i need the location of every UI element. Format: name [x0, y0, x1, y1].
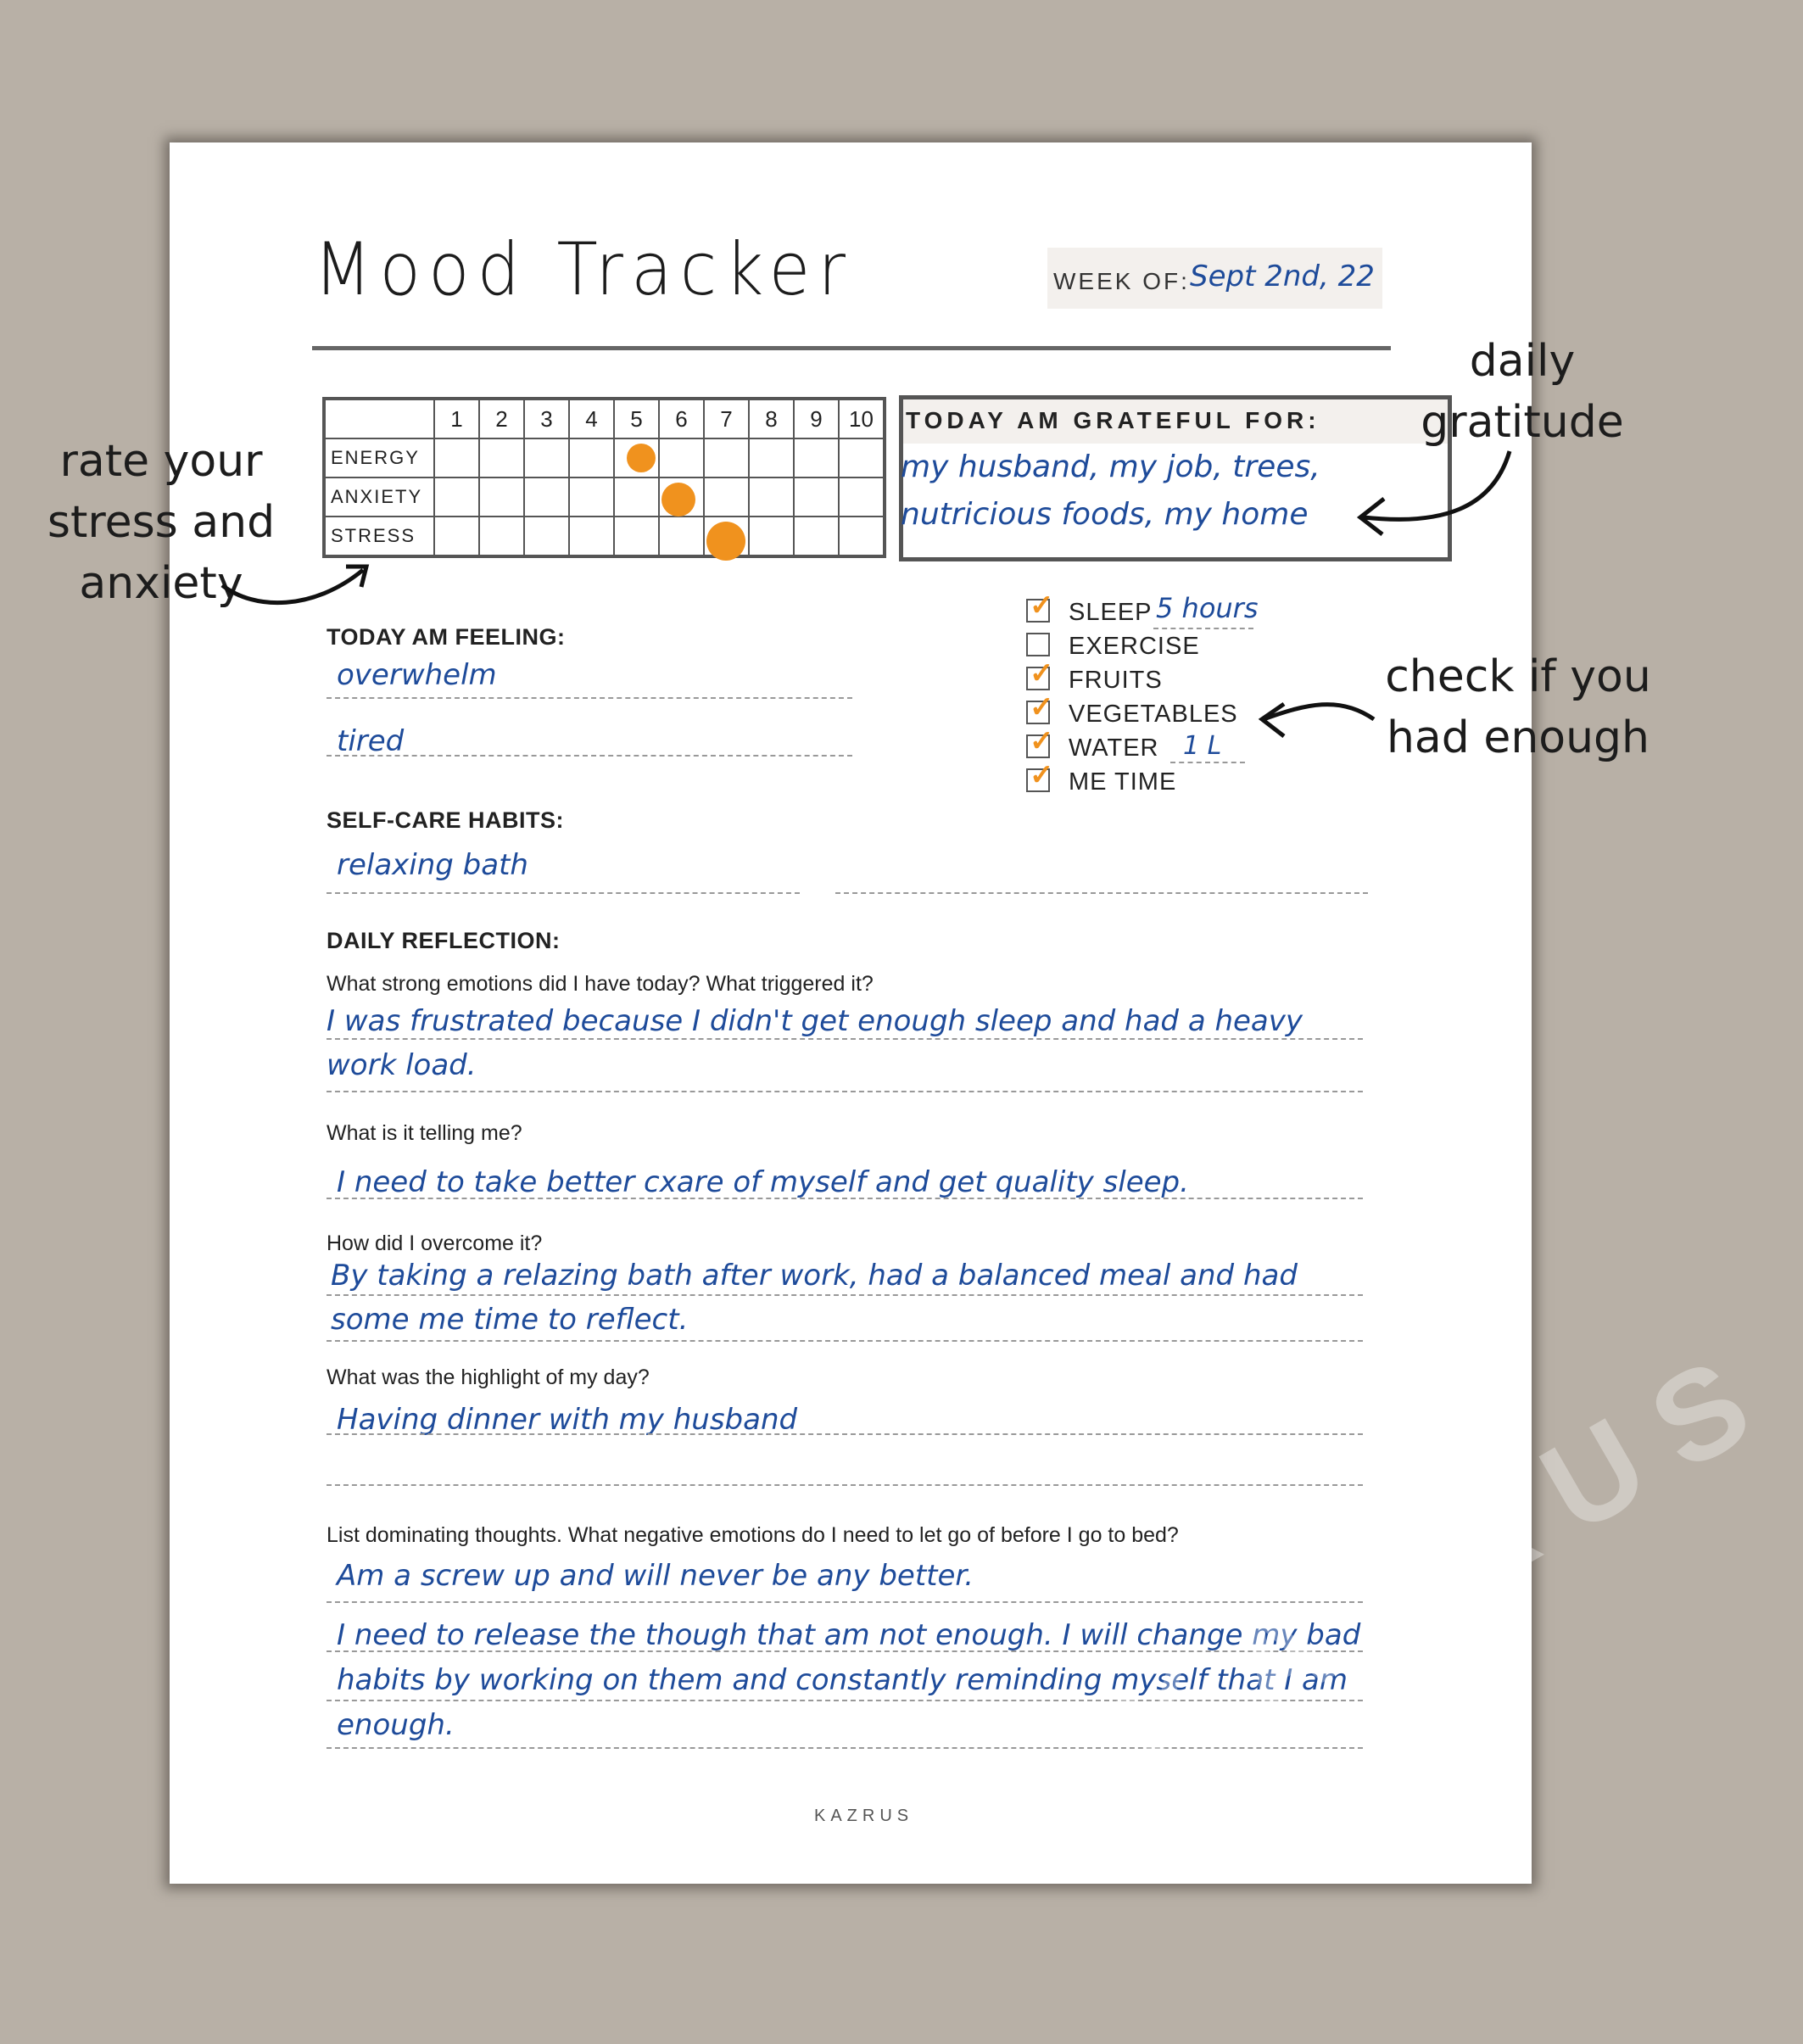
- question-1: What strong emotions did I have today? What triggered it?: [327, 972, 874, 996]
- question-3: How did I overcome it?: [327, 1231, 543, 1255]
- check-icon: ✓: [1030, 691, 1055, 724]
- annotation-line: daily: [1469, 336, 1576, 387]
- question-4: What was the highlight of my day?: [327, 1365, 650, 1389]
- check-icon: ✓: [1030, 589, 1055, 623]
- check-label: ME TIME: [1069, 768, 1177, 796]
- grid-col-3: 3: [524, 399, 569, 438]
- answer-2[interactable]: I need to take better cxare of myself and get quality sleep.: [337, 1165, 1189, 1199]
- answer-6-line-1[interactable]: I need to release the though that am not enough. I will change my bad: [337, 1618, 1361, 1652]
- answer-1-line-2[interactable]: work load.: [327, 1048, 477, 1082]
- question-2: What is it telling me?: [327, 1121, 522, 1145]
- answer-1-line-1[interactable]: I was frustrated because I didn't get enough sleep and had a heavy: [327, 1004, 1303, 1038]
- answer-5[interactable]: Am a screw up and will never be any better.: [337, 1559, 974, 1593]
- page-title: Mood Tracker: [314, 227, 854, 312]
- footer-brand: KAZRUS: [814, 1807, 914, 1825]
- annotation-line: anxiety: [79, 558, 243, 609]
- sleep-note[interactable]: 5 hours: [1156, 592, 1259, 624]
- grid-col-1: 1: [434, 399, 479, 438]
- gratitude-line-1[interactable]: my husband, my job, trees,: [901, 450, 1320, 484]
- check-icon: ✓: [1030, 759, 1055, 792]
- grid-col-10: 10: [839, 399, 885, 438]
- check-label: FRUITS: [1069, 667, 1163, 694]
- grid-col-4: 4: [569, 399, 614, 438]
- check-label: WATER: [1069, 734, 1159, 762]
- watermark: KAZRUS: [1095, 1314, 1802, 1805]
- answer-4[interactable]: Having dinner with my husband: [337, 1403, 798, 1437]
- arrow-to-checklist-head-icon: [1262, 704, 1284, 736]
- reflection-title: DAILY REFLECTION:: [327, 928, 561, 953]
- annotation-line: check if you: [1385, 651, 1651, 702]
- grid-col-2: 2: [479, 399, 524, 438]
- check-label: EXERCISE: [1069, 633, 1200, 660]
- grid-row-label: ANXIETY: [324, 477, 434, 517]
- feeling-entry-2[interactable]: tired: [337, 724, 405, 758]
- grid-col-5: 5: [614, 399, 659, 438]
- annotation-line: stress and: [47, 497, 276, 548]
- answer-3-line-1[interactable]: By taking a relazing bath after work, had a balanced meal and had: [331, 1259, 1298, 1293]
- check-icon: ✓: [1030, 725, 1055, 758]
- gratitude-line-2[interactable]: nutricious foods, my home: [901, 497, 1309, 532]
- grid-row-label: ENERGY: [324, 438, 434, 477]
- gratitude-title: TODAY AM GRATEFUL FOR:: [906, 407, 1320, 433]
- check-label: VEGETABLES: [1069, 701, 1238, 728]
- week-label: WEEK OF:: [1053, 268, 1190, 294]
- grid-col-8: 8: [749, 399, 794, 438]
- feeling-title: TODAY AM FEELING:: [327, 624, 566, 650]
- grid-col-9: 9: [794, 399, 839, 438]
- answer-6-line-3[interactable]: enough.: [337, 1708, 455, 1742]
- self-care-entry[interactable]: relaxing bath: [337, 848, 528, 882]
- grid-col-6: 6: [659, 399, 704, 438]
- week-value: Sept 2nd, 22: [1190, 260, 1375, 293]
- annotation-line: gratitude: [1421, 397, 1624, 448]
- annotation-line: had enough: [1386, 712, 1650, 763]
- answer-6-line-2[interactable]: habits by working on them and constantly reminding myself that I am: [337, 1663, 1348, 1697]
- annotation-line: rate your: [59, 436, 263, 487]
- self-care-title: SELF-CARE HABITS:: [327, 807, 564, 833]
- arrow-to-grid-icon: [222, 570, 363, 603]
- feeling-entry-1[interactable]: overwhelm: [337, 658, 497, 692]
- grid-col-7: 7: [704, 399, 749, 438]
- check-icon: ✓: [1030, 657, 1055, 690]
- question-5: List dominating thoughts. What negative emotions do I need to let go of before I go to bed?: [327, 1523, 1179, 1547]
- water-note[interactable]: 1 L: [1183, 731, 1222, 761]
- grid-row-label: STRESS: [324, 517, 434, 556]
- check-label: SLEEP: [1069, 599, 1153, 626]
- arrow-to-gratitude-icon: [1364, 451, 1510, 519]
- answer-3-line-2[interactable]: some me time to reflect.: [331, 1303, 689, 1337]
